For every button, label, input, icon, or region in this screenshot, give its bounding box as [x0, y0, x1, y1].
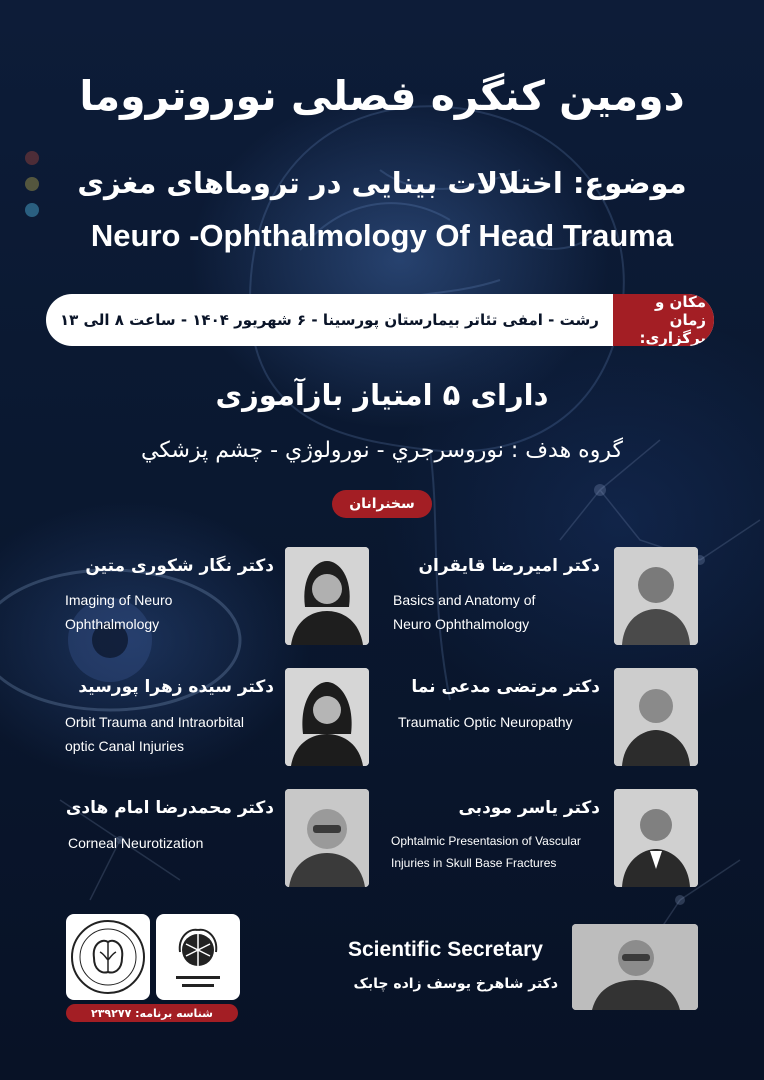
topic-line: Imaging of Neuro	[65, 592, 173, 608]
society-logo	[66, 914, 150, 1000]
speaker-topic	[391, 830, 581, 874]
topic-line: Corneal Neurotization	[68, 835, 204, 851]
venue-bar	[46, 294, 714, 346]
secretary-name: دکتر شاهرخ یوسف زاده چابک	[353, 976, 558, 992]
topic-line: Ophtalmic Presentasion of Vascular	[391, 834, 581, 848]
speaker-name: دکتر سیده زهرا پورسید	[78, 677, 274, 697]
topic-line: Ophthalmology	[65, 616, 160, 632]
trauma-institute-logo	[156, 914, 240, 1000]
speaker-name: دکتر محمدرضا امام هادی	[65, 798, 274, 818]
subject-line: موضوع: اختلالات بینایی در تروماهای مغزی	[77, 166, 687, 200]
speaker-topic	[65, 588, 172, 636]
speaker-photo	[285, 668, 369, 766]
speaker-name: دکتر نگار شکوری متین	[85, 556, 274, 576]
speakers-badge: سخنرانان	[332, 490, 432, 518]
program-id-badge: شناسه برنامه: ۲۳۹۲۷۷	[66, 1004, 238, 1022]
topic-line: Basics and Anatomy of	[393, 592, 536, 608]
speaker-name: دکتر یاسر مودبی	[458, 798, 600, 818]
speaker-topic	[68, 831, 203, 855]
credits-line: دارای ۵ امتیاز بازآموزی	[215, 378, 549, 412]
topic-line: Neuro Ophthalmology	[393, 616, 530, 632]
speaker-photo	[614, 547, 698, 645]
speaker-photo	[285, 547, 369, 645]
speaker-name: دکتر مرتضی مدعی نما	[411, 677, 600, 697]
english-title: Neuro -Ophthalmology Of Head Trauma	[90, 218, 674, 253]
speaker-photo	[614, 789, 698, 887]
venue-text: رشت - امفی تئاتر بیمارستان پورسینا - ۶ شهریور ۱۴۰۴ - ساعت ۸ الی ۱۳	[60, 311, 599, 329]
speaker-name: دکتر امیررضا قایقران	[418, 556, 600, 576]
speaker-topic	[65, 710, 244, 758]
target-group-line: گروه هدف : نوروسرجري - نورولوژي - چشم پزشكي	[141, 438, 623, 463]
topic-line: Injuries in Skull Base Fractures	[391, 856, 557, 870]
speaker-topic	[393, 588, 535, 636]
congress-title: دومین کنگره فصلی نوروتروما	[79, 72, 685, 120]
speaker-photo	[614, 668, 698, 766]
speaker-photo	[285, 789, 369, 887]
topic-line: optic Canal Injuries	[65, 738, 185, 754]
topic-line: Traumatic Optic Neuropathy	[398, 714, 573, 730]
speaker-topic	[398, 710, 573, 734]
topic-line: Orbit Trauma and Intraorbital	[65, 714, 244, 730]
secretary-title: Scientific Secretary	[348, 938, 543, 961]
venue-label: مکان و زمان برگزاری:	[613, 294, 714, 346]
secretary-photo	[572, 924, 698, 1010]
